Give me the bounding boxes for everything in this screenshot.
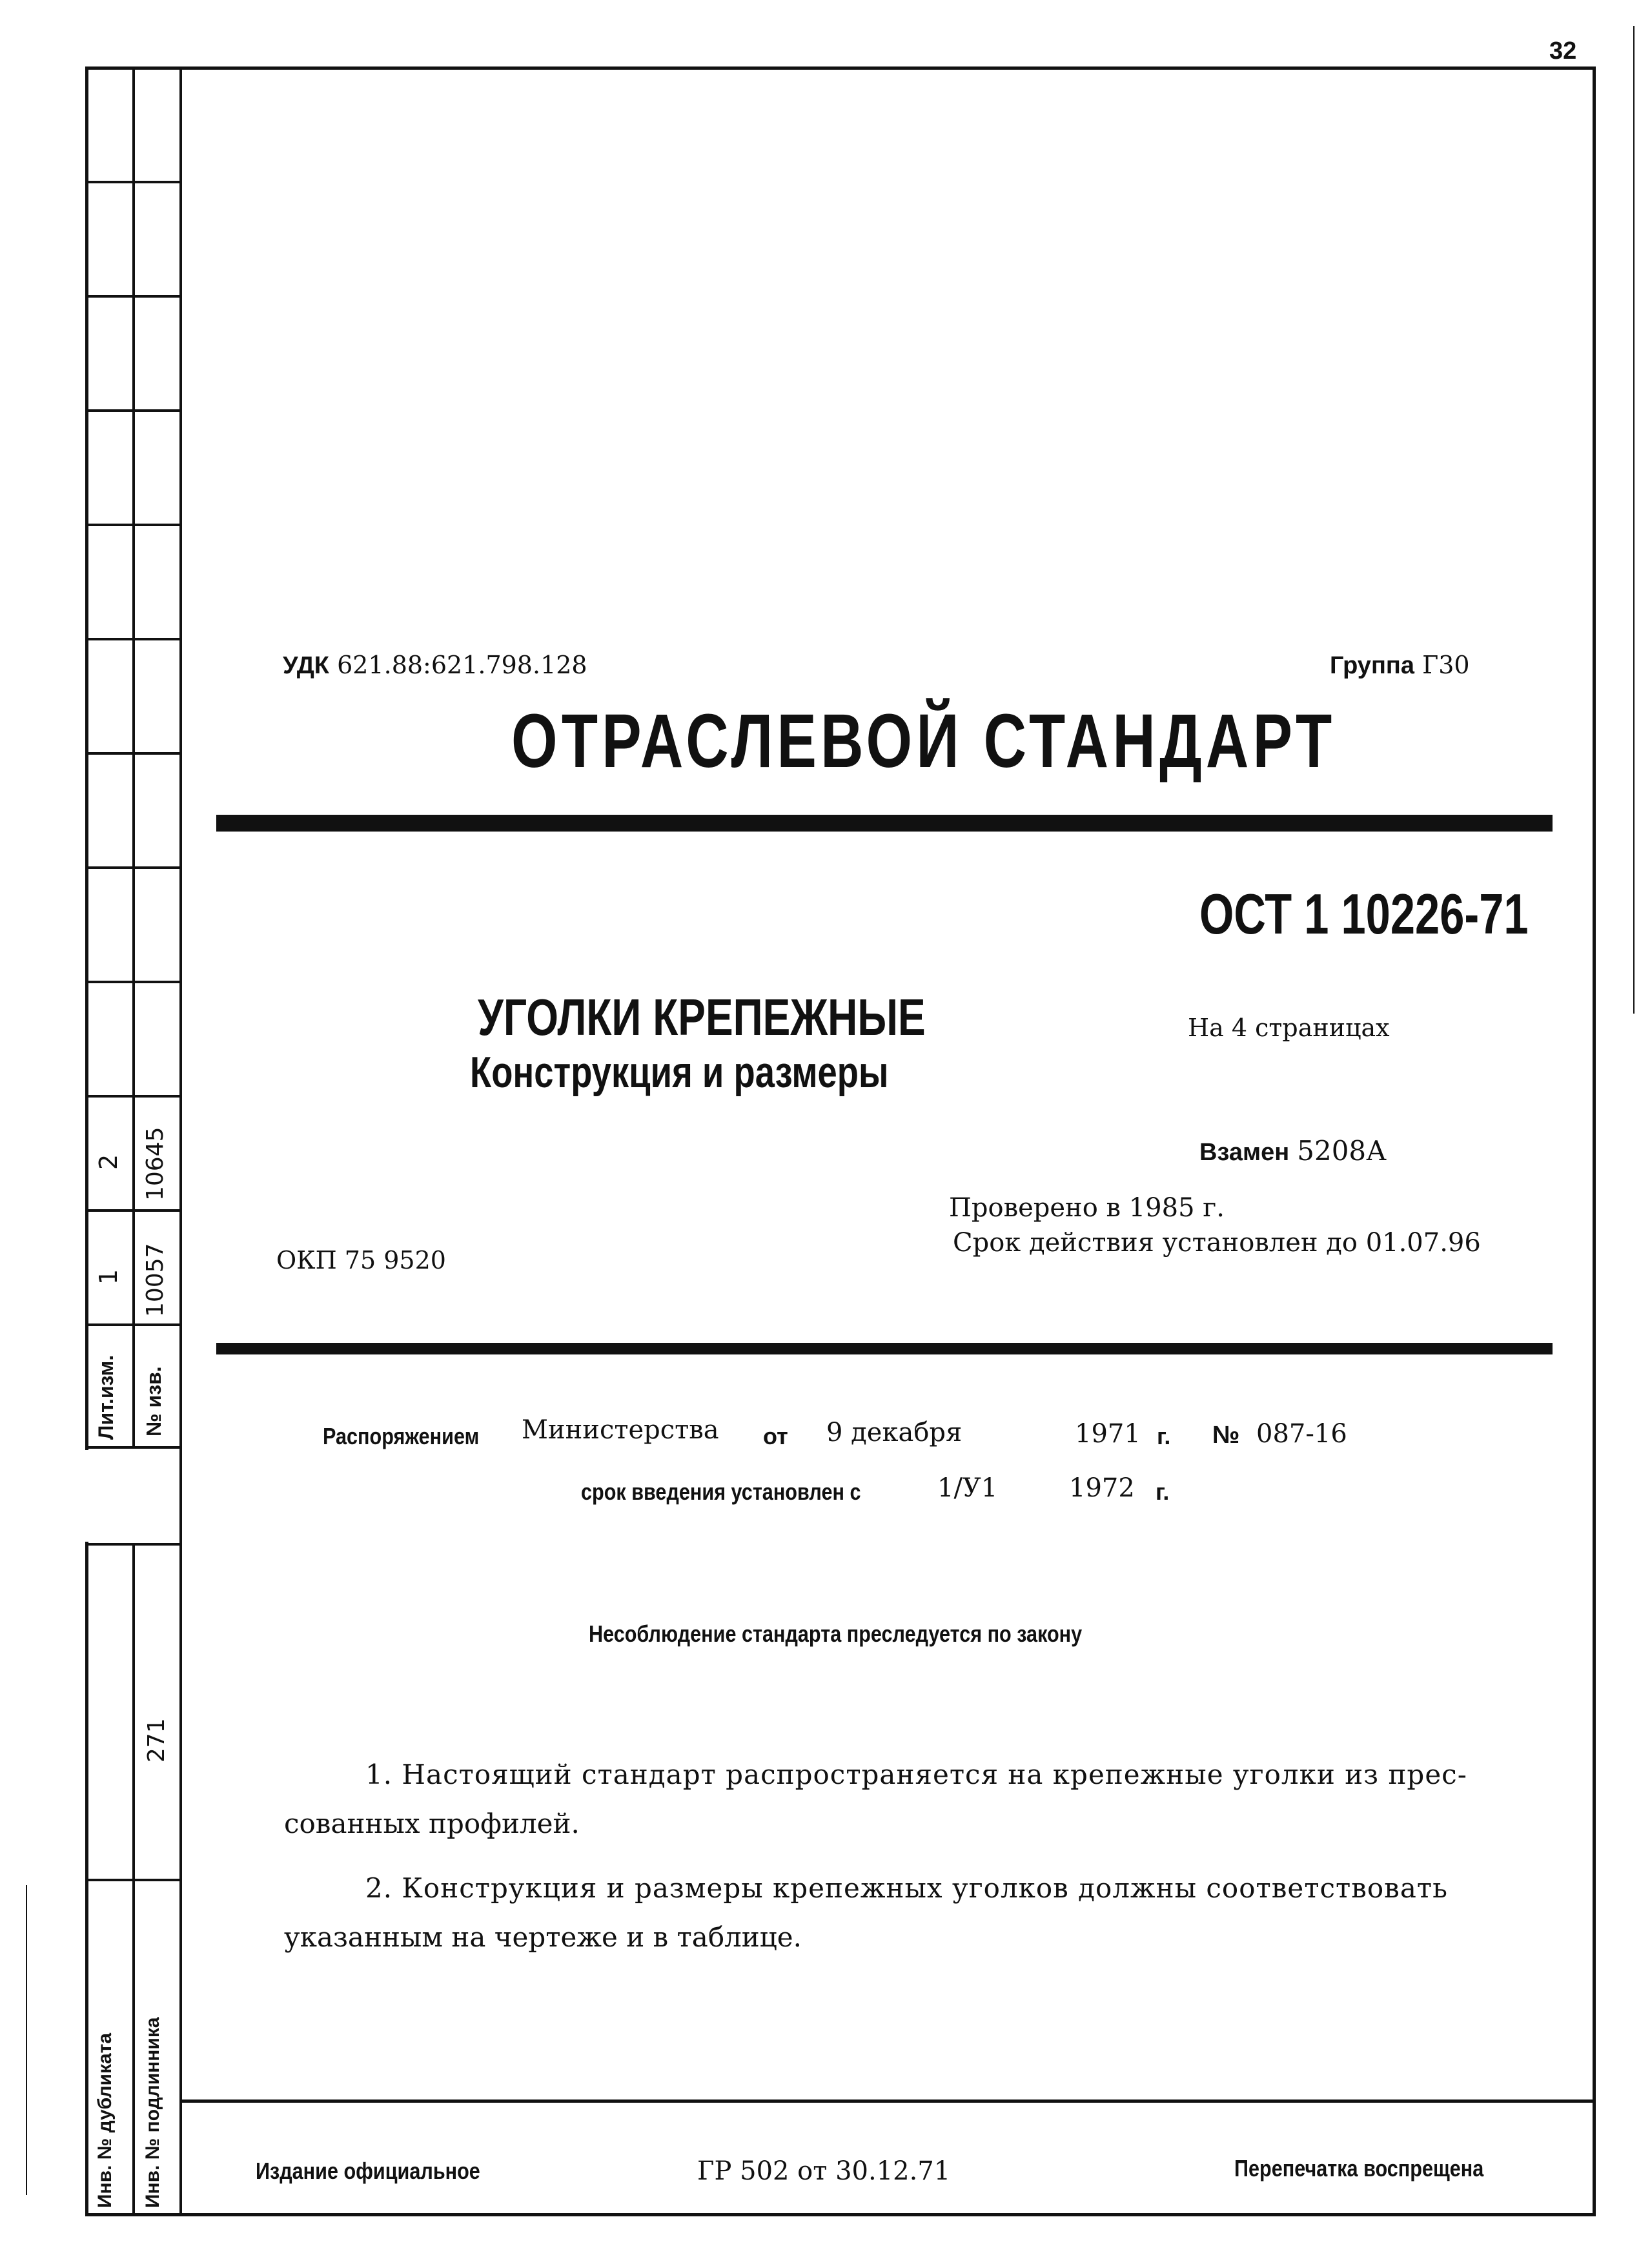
- sidebar-row-line: [85, 181, 182, 183]
- okp-code: ОКП 75 9520: [276, 1246, 446, 1274]
- footer-rule: [179, 2099, 1596, 2103]
- paragraph-1-line-2: сованных профилей.: [284, 1808, 580, 1839]
- footer-center: ГР 502 от 30.12.71: [697, 2156, 951, 2186]
- replaces-value: 5208А: [1297, 1135, 1387, 1167]
- sidebar-gap: [83, 1450, 134, 1542]
- replaces-label: Взамен: [1199, 1139, 1290, 1166]
- left-margin-mark: [26, 1885, 27, 2195]
- sidebar-inv-podlinnika-label: Инв. № подлинника: [142, 2017, 163, 2208]
- sidebar-row-line: [85, 981, 182, 983]
- group-line: [1330, 651, 1470, 680]
- bottom-thick-rule: [216, 1343, 1553, 1354]
- group-label: Группа: [1330, 652, 1414, 679]
- footer-left: Издание официальное: [256, 2158, 480, 2184]
- sidebar-lit-izm-label: Лит.изм.: [94, 1354, 117, 1440]
- sidebar-inv-podlinnika-value: 271: [143, 1718, 170, 1762]
- sidebar-no-izv-label: № изв.: [142, 1366, 165, 1436]
- sidebar-row-line: [85, 295, 182, 298]
- doc-subtitle: Конструкция и размеры: [470, 1048, 889, 1097]
- sidebar-notice-1: 10057: [142, 1243, 168, 1317]
- order-from: от: [763, 1423, 788, 1449]
- sidebar-col-line-1: [132, 66, 135, 1448]
- udk-value: 621.88:621.798.128: [337, 651, 587, 679]
- order-number-sign: №: [1212, 1422, 1240, 1449]
- warning-text: Несоблюдение стандарта преследуется по закону: [589, 1620, 1083, 1647]
- sidebar-row-line: [85, 866, 182, 869]
- sidebar-inv-dublikata-label: Инв. № дубликата: [94, 2032, 116, 2208]
- sidebar-row-line: [85, 1446, 182, 1449]
- header-title: ОТРАСЛЕВОЙ СТАНДАРТ: [511, 699, 1336, 784]
- sidebar-row-line: [85, 1323, 182, 1326]
- order-year-suffix: г.: [1157, 1423, 1171, 1449]
- footer-right: Перепечатка воспрещена: [1234, 2155, 1484, 2181]
- sidebar-row-line: [85, 1879, 182, 1881]
- intro-label: срок введения установлен с: [581, 1478, 861, 1505]
- intro-year: 1972: [1069, 1473, 1135, 1503]
- order-label: Распоряжением: [323, 1423, 480, 1449]
- order-year: 1971: [1075, 1419, 1141, 1449]
- standard-number: ОСТ 1 10226-71: [1199, 882, 1529, 946]
- paragraph-1-line-1: 1. Настоящий стандарт распространяется на крепежные уголки из прес-: [365, 1759, 1467, 1790]
- udk-label: УДК: [283, 652, 329, 679]
- intro-year-suffix: г.: [1156, 1478, 1170, 1505]
- sidebar-row-line: [85, 752, 182, 755]
- sidebar-col-line-2: [179, 66, 182, 2216]
- order-number: 087-16: [1256, 1419, 1347, 1449]
- udk-line: [283, 651, 587, 680]
- intro-date: 1/У1: [937, 1473, 998, 1503]
- sidebar-row-line: [85, 638, 182, 640]
- page-number: 32: [1549, 37, 1577, 65]
- verified-text: Проверено в 1985 г.: [949, 1193, 1225, 1223]
- order-date: 9 декабря: [826, 1418, 962, 1447]
- replaces-line: [1199, 1135, 1387, 1167]
- sidebar-row-line: [85, 524, 182, 526]
- right-edge-line: [1633, 26, 1635, 1014]
- paragraph-2-line-1: 2. Конструкция и размеры крепежных уголков должны соответствовать: [365, 1872, 1448, 1904]
- pages-note: На 4 страницах: [1188, 1014, 1390, 1042]
- sidebar-row-line: [85, 409, 182, 412]
- sidebar-row-line: [85, 1543, 182, 1546]
- doc-title: УГОЛКИ КРЕПЕЖНЫЕ: [478, 988, 926, 1046]
- top-thick-rule: [216, 815, 1553, 832]
- order-issuer: Министерства: [522, 1415, 719, 1445]
- paragraph-2-line-2: указанным на чертеже и в таблице.: [284, 1921, 802, 1953]
- sidebar-row-line: [85, 1209, 182, 1212]
- sidebar-change-2: 2: [94, 1154, 123, 1170]
- sidebar-notice-2: 10645: [142, 1127, 168, 1201]
- validity-text: Срок действия установлен до 01.07.96: [953, 1228, 1481, 1258]
- group-value: Г30: [1422, 651, 1470, 679]
- sidebar-change-1: 1: [94, 1269, 123, 1285]
- sidebar-row-line: [85, 1095, 182, 1098]
